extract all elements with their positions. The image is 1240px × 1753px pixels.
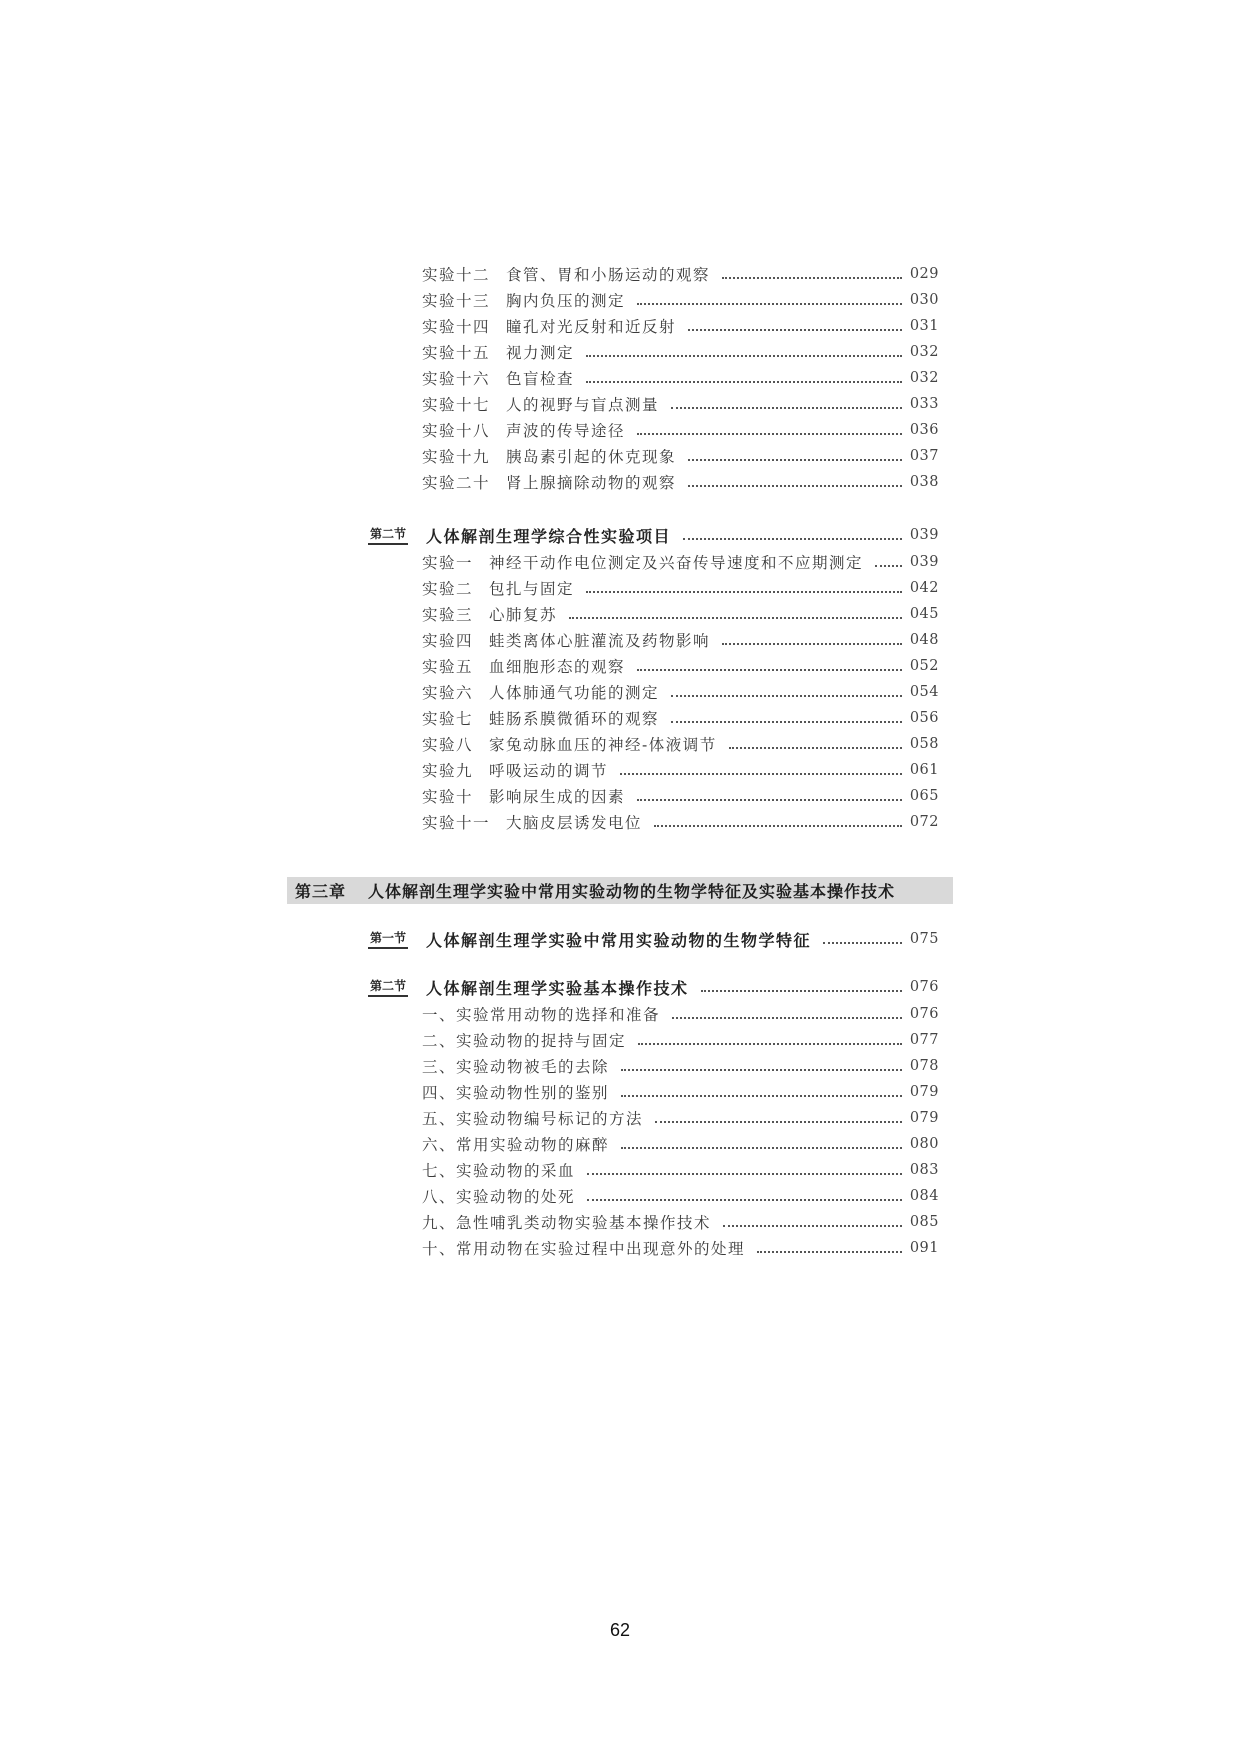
experiment-number: 实验三 [422, 606, 474, 624]
toc-entry [422, 1158, 939, 1182]
entry-page: 045 [909, 606, 939, 622]
chapter-title: 人体解剖生理学实验中常用实验动物的生物学特征及实验基本操作技术 [368, 882, 896, 901]
dot-leader [587, 1173, 902, 1175]
section-title: 人体解剖生理学实验基本操作技术 [426, 978, 689, 998]
entry-page: 054 [909, 684, 939, 700]
dot-leader [655, 1121, 902, 1123]
entry-page: 058 [909, 736, 939, 752]
experiment-number: 实验六 [422, 684, 474, 702]
dot-leader [757, 1251, 902, 1253]
toc-entry [422, 1054, 939, 1078]
dot-leader [729, 747, 902, 749]
toc-entry [422, 628, 939, 652]
toc-entry [422, 1210, 939, 1234]
dot-leader [722, 643, 902, 645]
dot-leader [621, 1095, 902, 1097]
dot-leader [688, 329, 902, 331]
section-tag: 第一节 [368, 929, 408, 949]
entry-title: 蛙肠系膜微循环的观察 [489, 710, 660, 728]
page-number: 62 [609, 1620, 631, 1640]
entry-page: 091 [909, 1240, 939, 1256]
entry-title: 肾上腺摘除动物的观察 [506, 474, 677, 492]
entry-page: 036 [909, 422, 939, 438]
entry-title: 三、实验动物被毛的去除 [422, 1058, 610, 1076]
dot-leader [701, 990, 902, 992]
experiment-number: 实验十二 [422, 266, 491, 284]
toc-entry [422, 1028, 939, 1052]
dot-leader [722, 277, 902, 279]
dot-leader [637, 669, 902, 671]
entry-page: 065 [909, 788, 939, 804]
entry-title: 蛙类离体心脏灌流及药物影响 [489, 632, 711, 650]
dot-leader [586, 591, 902, 593]
dot-leader [688, 485, 902, 487]
entry-title: 瞳孔对光反射和近反射 [506, 318, 677, 336]
entry-page: 032 [909, 370, 939, 386]
dot-leader [637, 799, 902, 801]
experiment-number: 实验七 [422, 710, 474, 728]
entry-page: 031 [909, 318, 939, 334]
entry-title: 人体肺通气功能的测定 [489, 684, 660, 702]
entry-title: 六、常用实验动物的麻醉 [422, 1136, 610, 1154]
entry-title: 二、实验动物的捉持与固定 [422, 1032, 627, 1050]
entry-title: 血细胞形态的观察 [489, 658, 626, 676]
toc-entry [422, 576, 939, 600]
entry-page: 038 [909, 474, 939, 490]
entry-page: 080 [909, 1136, 939, 1152]
entry-page: 072 [909, 814, 939, 830]
toc-entry [422, 1132, 939, 1156]
entry-title: 神经干动作电位测定及兴奋传导速度和不应期测定 [489, 554, 864, 572]
dot-leader [587, 1199, 902, 1201]
toc-entry [422, 392, 939, 416]
entry-title: 包扎与固定 [489, 580, 575, 598]
toc-entry [422, 262, 939, 286]
entry-page: 033 [909, 396, 939, 412]
experiment-number: 实验十六 [422, 370, 491, 388]
entry-title: 呼吸运动的调节 [489, 762, 609, 780]
entry-page: 085 [909, 1214, 939, 1230]
entry-title: 胸内负压的测定 [506, 292, 626, 310]
dot-leader [823, 942, 902, 944]
toc-entry [422, 654, 939, 678]
toc-entry [422, 418, 939, 442]
entry-page: 079 [909, 1084, 939, 1100]
dot-leader [723, 1225, 902, 1227]
entry-title: 五、实验动物编号标记的方法 [422, 1110, 644, 1128]
dot-leader [637, 433, 902, 435]
toc-entry [422, 444, 939, 468]
entry-title: 色盲检查 [506, 370, 575, 388]
toc-entry [422, 680, 939, 704]
experiment-number: 实验十 [422, 788, 474, 806]
dot-leader [688, 459, 902, 461]
entry-page: 042 [909, 580, 939, 596]
entry-title: 家兔动脉血压的神经-体液调节 [489, 736, 717, 754]
section-page: 039 [909, 527, 939, 543]
toc-entry [422, 1184, 939, 1208]
toc-entry [422, 1106, 939, 1130]
section-page: 075 [909, 931, 939, 947]
entry-page: 032 [909, 344, 939, 360]
dot-leader [586, 381, 902, 383]
dot-leader [683, 538, 902, 540]
entry-page: 052 [909, 658, 939, 674]
dot-leader [671, 721, 902, 723]
dot-leader [638, 1043, 902, 1045]
chapter-label: 第三章 [295, 882, 347, 901]
experiment-number: 实验二十 [422, 474, 491, 492]
dot-leader [621, 1147, 902, 1149]
entry-page: 079 [909, 1110, 939, 1126]
experiment-number: 实验十四 [422, 318, 491, 336]
dot-leader [621, 1069, 902, 1071]
section-title: 人体解剖生理学实验中常用实验动物的生物学特征 [426, 930, 812, 950]
experiment-number: 实验十五 [422, 344, 491, 362]
chapter-heading [287, 877, 953, 904]
experiment-number: 实验十八 [422, 422, 491, 440]
entry-title: 食管、胃和小肠运动的观察 [506, 266, 711, 284]
toc-entry [422, 314, 939, 338]
toc-entry [422, 366, 939, 390]
section-tag: 第二节 [368, 977, 408, 997]
toc-entry [422, 706, 939, 730]
dot-leader [875, 565, 902, 567]
toc-entry [422, 1236, 939, 1260]
entry-page: 084 [909, 1188, 939, 1204]
entry-title: 胰岛素引起的休克现象 [506, 448, 677, 466]
toc-entry [422, 1080, 939, 1104]
toc-entry [422, 784, 939, 808]
entry-title: 七、实验动物的采血 [422, 1162, 576, 1180]
toc-entry [422, 470, 939, 494]
experiment-number: 实验五 [422, 658, 474, 676]
section-heading [368, 974, 939, 1000]
dot-leader [569, 617, 902, 619]
entry-title: 声波的传导途径 [506, 422, 626, 440]
entry-page: 039 [909, 554, 939, 570]
dot-leader [586, 355, 902, 357]
entry-page: 078 [909, 1058, 939, 1074]
dot-leader [671, 407, 902, 409]
entry-title: 影响尿生成的因素 [489, 788, 626, 806]
dot-leader [672, 1017, 902, 1019]
entry-title: 四、实验动物性别的鉴别 [422, 1084, 610, 1102]
experiment-number: 实验十七 [422, 396, 491, 414]
dot-leader [620, 773, 902, 775]
entry-title: 视力测定 [506, 344, 575, 362]
toc-entry [422, 732, 939, 756]
experiment-number: 实验九 [422, 762, 474, 780]
experiment-number: 实验一 [422, 554, 474, 572]
experiment-number: 实验四 [422, 632, 474, 650]
toc-entry [422, 602, 939, 626]
dot-leader [671, 695, 902, 697]
entry-page: 077 [909, 1032, 939, 1048]
toc-entry [422, 810, 939, 834]
section-page: 076 [909, 979, 939, 995]
section-title: 人体解剖生理学综合性实验项目 [426, 526, 672, 546]
entry-title: 人的视野与盲点测量 [506, 396, 660, 414]
section-tag: 第二节 [368, 525, 408, 545]
dot-leader [654, 825, 902, 827]
toc-entry [422, 550, 939, 574]
entry-page: 037 [909, 448, 939, 464]
entry-page: 048 [909, 632, 939, 648]
experiment-number: 实验八 [422, 736, 474, 754]
experiment-number: 实验十三 [422, 292, 491, 310]
section-heading [368, 522, 939, 548]
entry-page: 083 [909, 1162, 939, 1178]
toc-entry [422, 758, 939, 782]
entry-page: 061 [909, 762, 939, 778]
experiment-number: 实验十一 [422, 814, 491, 832]
entry-page: 030 [909, 292, 939, 308]
entry-page: 029 [909, 266, 939, 282]
section-heading [368, 926, 939, 952]
entry-page: 056 [909, 710, 939, 726]
entry-title: 心肺复苏 [489, 606, 558, 624]
toc-entry [422, 1002, 939, 1026]
entry-title: 十、常用动物在实验过程中出现意外的处理 [422, 1240, 746, 1258]
toc-entry [422, 288, 939, 312]
entry-title: 大脑皮层诱发电位 [506, 814, 643, 832]
entry-title: 八、实验动物的处死 [422, 1188, 576, 1206]
entry-title: 九、急性哺乳类动物实验基本操作技术 [422, 1214, 712, 1232]
entry-title: 一、实验常用动物的选择和准备 [422, 1006, 661, 1024]
toc-entry [422, 340, 939, 364]
experiment-number: 实验十九 [422, 448, 491, 466]
entry-page: 076 [909, 1006, 939, 1022]
experiment-number: 实验二 [422, 580, 474, 598]
dot-leader [637, 303, 902, 305]
